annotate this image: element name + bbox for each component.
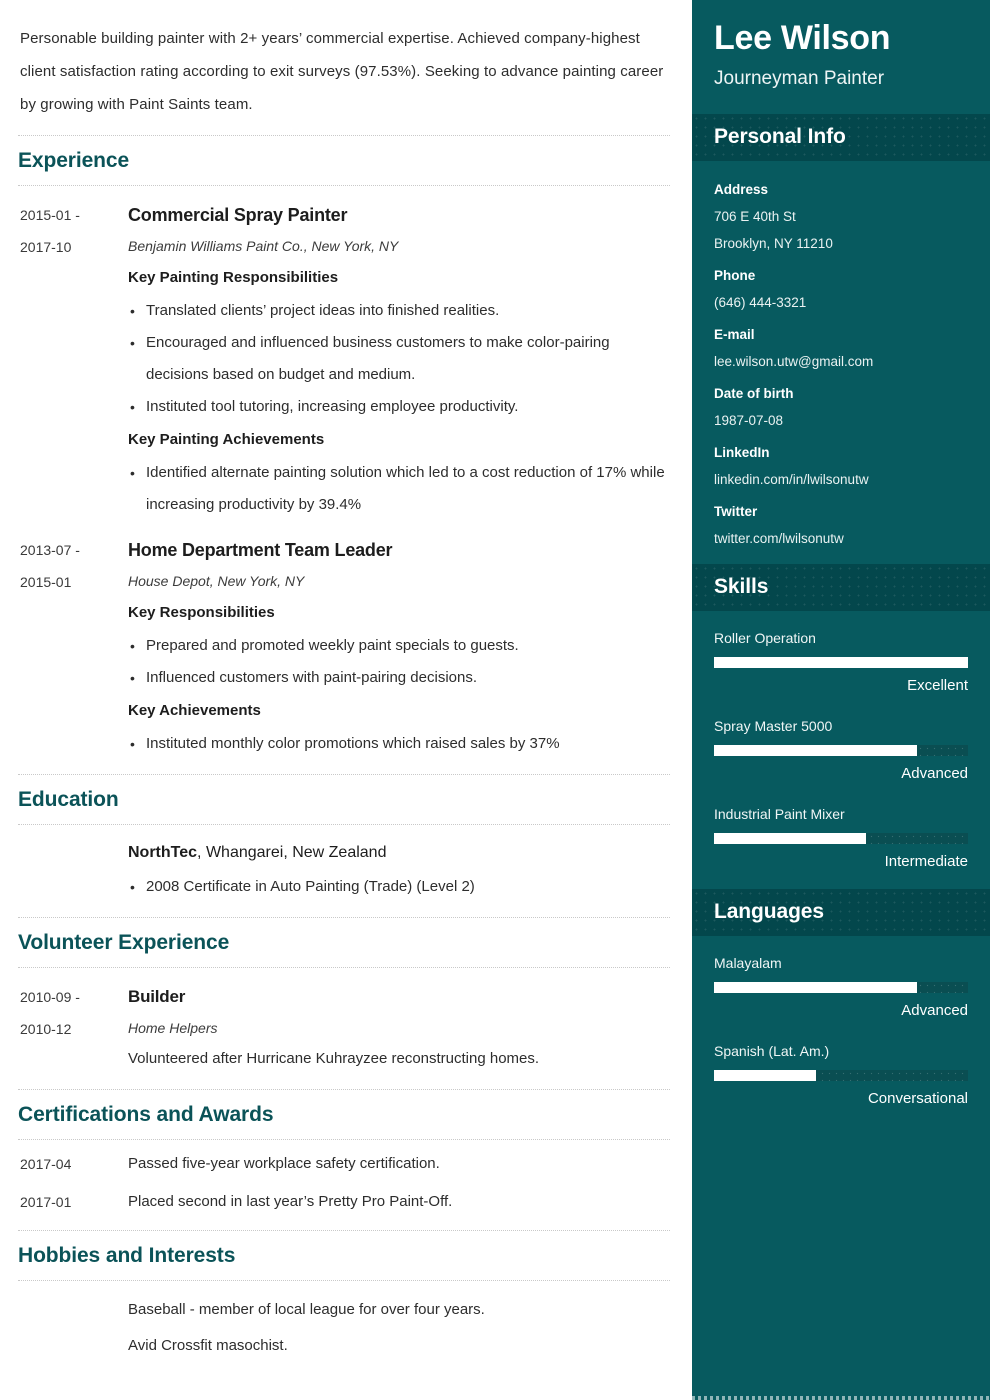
list-item: • 2008 Certificate in Auto Painting (Trade) (Level 2) xyxy=(128,871,670,903)
sidebar-section-header-personal-info xyxy=(692,114,990,161)
info-value-twitter[interactable]: twitter.com/lwilsonutw xyxy=(714,531,844,546)
skill-name: Spray Master 5000 xyxy=(714,718,833,734)
skill-bar xyxy=(714,833,968,844)
bullet-list xyxy=(128,455,670,521)
language-item xyxy=(714,946,968,1026)
entry-dates xyxy=(18,981,128,1075)
skill-name: Roller Operation xyxy=(714,630,816,646)
date-start: 2010-09 - xyxy=(20,989,80,1005)
list-item: Avid Crossfit masochist. xyxy=(128,1337,288,1354)
bullet-list xyxy=(128,869,670,903)
list-item: • Instituted tool tutoring, increasing employee productivity. xyxy=(128,391,670,423)
skill-bar-fill xyxy=(714,745,917,756)
list-item: • Instituted monthly color promotions which raised sales by 37% xyxy=(128,728,670,760)
volunteer-role: Builder xyxy=(128,987,186,1006)
skill-level: Advanced xyxy=(901,765,968,782)
info-label-email: E-mail xyxy=(714,327,755,342)
skill-item xyxy=(714,621,968,701)
experience-entry xyxy=(18,186,670,521)
certification-row xyxy=(18,1178,670,1216)
skill-level: Excellent xyxy=(907,677,968,694)
skill-name: Industrial Paint Mixer xyxy=(714,806,845,822)
info-label-address: Address xyxy=(714,182,769,197)
entry-body xyxy=(128,199,670,521)
job-title: Home Department Team Leader xyxy=(128,540,393,560)
bullet-list xyxy=(128,628,670,694)
entry-dates xyxy=(18,199,128,521)
list-item: • Translated clients’ project ideas into finished realities. xyxy=(128,295,670,327)
info-value-date-of-birth: 1987-07-08 xyxy=(714,413,784,428)
language-name: Malayalam xyxy=(714,955,782,971)
candidate-role: Journeyman Painter xyxy=(714,68,885,89)
certification-text: Placed second in last year’s Pretty Pro Paint-Off. xyxy=(128,1193,453,1210)
skill-bar-fill xyxy=(714,657,968,668)
list-item: • Prepared and promoted weekly paint specials to guests. xyxy=(128,630,670,662)
skill-level: Intermediate xyxy=(884,853,968,870)
info-label-phone: Phone xyxy=(714,268,756,283)
info-label-date-of-birth: Date of birth xyxy=(714,386,794,401)
skill-bar-fill xyxy=(714,833,866,844)
sidebar-section-header-languages xyxy=(692,889,990,936)
job-employer: House Depot, New York, NY xyxy=(128,573,305,589)
skill-bar xyxy=(714,745,968,756)
hobbies-list xyxy=(18,1281,670,1364)
section-title-education: Education xyxy=(18,788,119,811)
language-name: Spanish (Lat. Am.) xyxy=(714,1043,830,1059)
section-title-volunteer: Volunteer Experience xyxy=(18,931,230,954)
job-employer: Benjamin Williams Paint Co., New York, NY xyxy=(128,238,399,254)
language-bar xyxy=(714,1070,968,1081)
school-name: NorthTec xyxy=(128,844,198,861)
group-heading: Key Achievements xyxy=(128,702,261,719)
school-location: , Whangarei, New Zealand xyxy=(197,844,387,861)
info-value-address-line2: Brooklyn, NY 11210 xyxy=(714,236,833,251)
group-heading: Key Painting Responsibilities xyxy=(128,269,339,286)
name-block xyxy=(692,0,990,114)
list-item: • Identified alternate painting solution which led to a cost reduction of 17% while increasing productivity by 39.4% xyxy=(128,457,670,521)
date-end: 2017-10 xyxy=(20,239,72,255)
skill-item xyxy=(714,789,968,877)
list-item: Baseball - member of local league for over four years. xyxy=(128,1301,485,1318)
language-item xyxy=(714,1026,968,1114)
summary-paragraph: Personable building painter with 2+ years’ commercial expertise. Achieved company-highest client satisfaction rating according to exit surveys (97.53%). Seeking to advance painting career by growing with Paint Saints team. xyxy=(20,30,664,113)
skill-bar xyxy=(714,657,968,668)
date-start: 2015-01 - xyxy=(20,207,80,223)
job-title: Commercial Spray Painter xyxy=(128,205,348,225)
bullet-list xyxy=(128,293,670,423)
bullet-list xyxy=(128,726,670,760)
certification-row xyxy=(18,1140,670,1178)
date-end: 2010-12 xyxy=(20,1021,72,1037)
certification-text: Passed five-year workplace safety certification. xyxy=(128,1155,440,1172)
sidebar-section-title: Skills xyxy=(714,575,769,598)
personal-info-body xyxy=(692,161,990,564)
education-entry xyxy=(18,825,670,903)
group-heading: Key Painting Achievements xyxy=(128,431,325,448)
info-value-phone[interactable]: (646) 444-3321 xyxy=(714,295,807,310)
info-value-linkedin[interactable]: linkedin.com/in/lwilsonutw xyxy=(714,472,869,487)
info-label-twitter: Twitter xyxy=(714,504,758,519)
language-bar xyxy=(714,982,968,993)
language-level: Advanced xyxy=(901,1002,968,1019)
sidebar-section-title: Languages xyxy=(714,900,824,923)
skills-body xyxy=(692,611,990,889)
language-bar-fill xyxy=(714,1070,816,1081)
volunteer-org: Home Helpers xyxy=(128,1020,218,1036)
info-value-email[interactable]: lee.wilson.utw@gmail.com xyxy=(714,354,874,369)
entry-body xyxy=(128,534,670,760)
info-value-address-line1: 706 E 40th St xyxy=(714,209,796,224)
languages-body xyxy=(692,936,990,1126)
experience-entry xyxy=(18,521,670,760)
candidate-name: Lee Wilson xyxy=(714,19,891,57)
certification-date: 2017-04 xyxy=(20,1156,72,1172)
info-label-linkedin: LinkedIn xyxy=(714,445,770,460)
entry-dates xyxy=(18,534,128,760)
list-item: • Encouraged and influenced business customers to make color-pairing decisions based on budget and medium. xyxy=(128,327,670,391)
date-end: 2015-01 xyxy=(20,574,72,590)
language-level: Conversational xyxy=(867,1090,968,1107)
section-title-experience: Experience xyxy=(18,149,130,172)
skill-item xyxy=(714,701,968,789)
list-item: • Influenced customers with paint-pairing decisions. xyxy=(128,662,670,694)
volunteer-entry xyxy=(18,968,670,1075)
section-title-hobbies: Hobbies and Interests xyxy=(18,1244,236,1267)
entry-body xyxy=(128,981,670,1075)
education-school xyxy=(128,837,670,869)
sidebar-section-header-skills xyxy=(692,564,990,611)
sidebar xyxy=(692,0,990,1400)
language-bar-fill xyxy=(714,982,917,993)
date-start: 2013-07 - xyxy=(20,542,80,558)
volunteer-description: Volunteered after Hurricane Kuhrayzee reconstructing homes. xyxy=(128,1050,540,1067)
group-heading: Key Responsibilities xyxy=(128,604,275,621)
certification-date: 2017-01 xyxy=(20,1194,72,1210)
sidebar-section-title: Personal Info xyxy=(714,125,846,148)
section-title-certifications: Certifications and Awards xyxy=(18,1103,274,1126)
